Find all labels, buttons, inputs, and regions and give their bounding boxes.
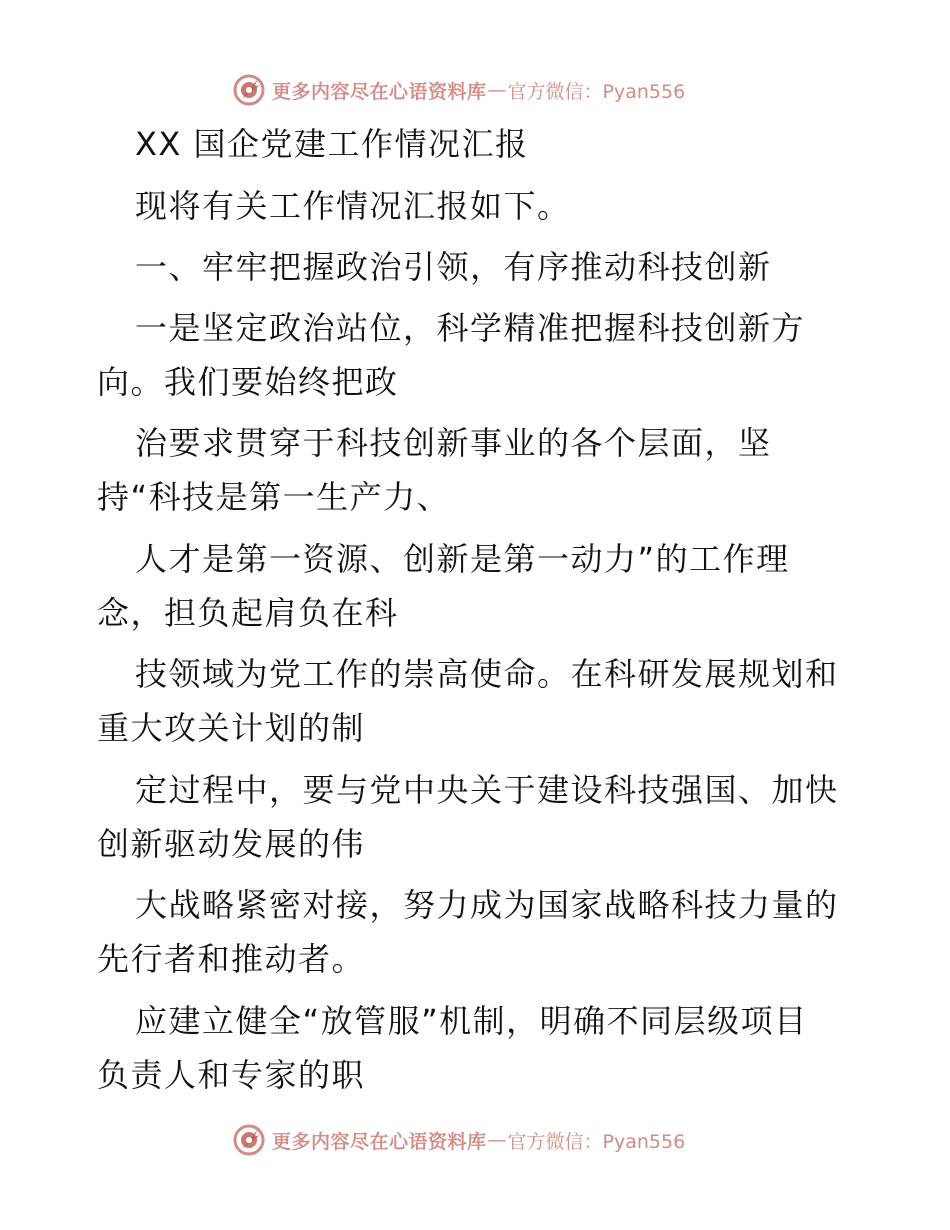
section-heading: 一、牢牢把握政治引领，有序推动科技创新 bbox=[135, 248, 772, 286]
watermark-dash: — bbox=[487, 1129, 507, 1151]
watermark-contact: 官方微信：Pyan556 bbox=[507, 80, 686, 103]
text-line: 负责人和专家的职 bbox=[97, 1056, 366, 1094]
watermark-label: 更多内容尽在心语资料库 bbox=[272, 80, 487, 103]
text-line: 人才是第一资源、创新是第一动力”的工作理 bbox=[135, 540, 790, 578]
text-line: 持“科技是第一生产力、 bbox=[97, 478, 451, 516]
feather-logo-icon bbox=[232, 1123, 266, 1157]
text-line: 技领域为党工作的崇高使命。在科研发展规划和 bbox=[135, 655, 839, 693]
document-title: XX 国企党建工作情况汇报 bbox=[135, 125, 529, 163]
watermark-contact: 官方微信：Pyan556 bbox=[507, 1130, 686, 1153]
watermark-label: 更多内容尽在心语资料库 bbox=[272, 1130, 487, 1153]
text-line: 创新驱动发展的伟 bbox=[97, 825, 366, 863]
footer-watermark bbox=[232, 1120, 685, 1160]
text-line: 重大攻关计划的制 bbox=[97, 709, 366, 747]
text-line: 念，担负起肩负在科 bbox=[97, 594, 399, 632]
feather-logo-icon bbox=[232, 73, 266, 107]
text-line: 定过程中，要与党中央关于建设科技强国、加快 bbox=[135, 771, 839, 809]
text-line: 应建立健全“放管服”机制，明确不同层级项目 bbox=[135, 1002, 808, 1040]
text-line: 一是坚定政治站位，科学精准把握科技创新方 bbox=[135, 309, 806, 347]
text-line: 向。我们要始终把政 bbox=[97, 363, 399, 401]
text-line: 现将有关工作情况汇报如下。 bbox=[135, 187, 571, 225]
watermark-dash: — bbox=[487, 79, 507, 101]
text-line: 治要求贯穿于科技创新事业的各个层面，坚 bbox=[135, 424, 772, 462]
text-line: 先行者和推动者。 bbox=[97, 940, 366, 978]
text-line: 大战略紧密对接，努力成为国家战略科技力量的 bbox=[135, 886, 839, 924]
header-watermark bbox=[232, 70, 685, 110]
